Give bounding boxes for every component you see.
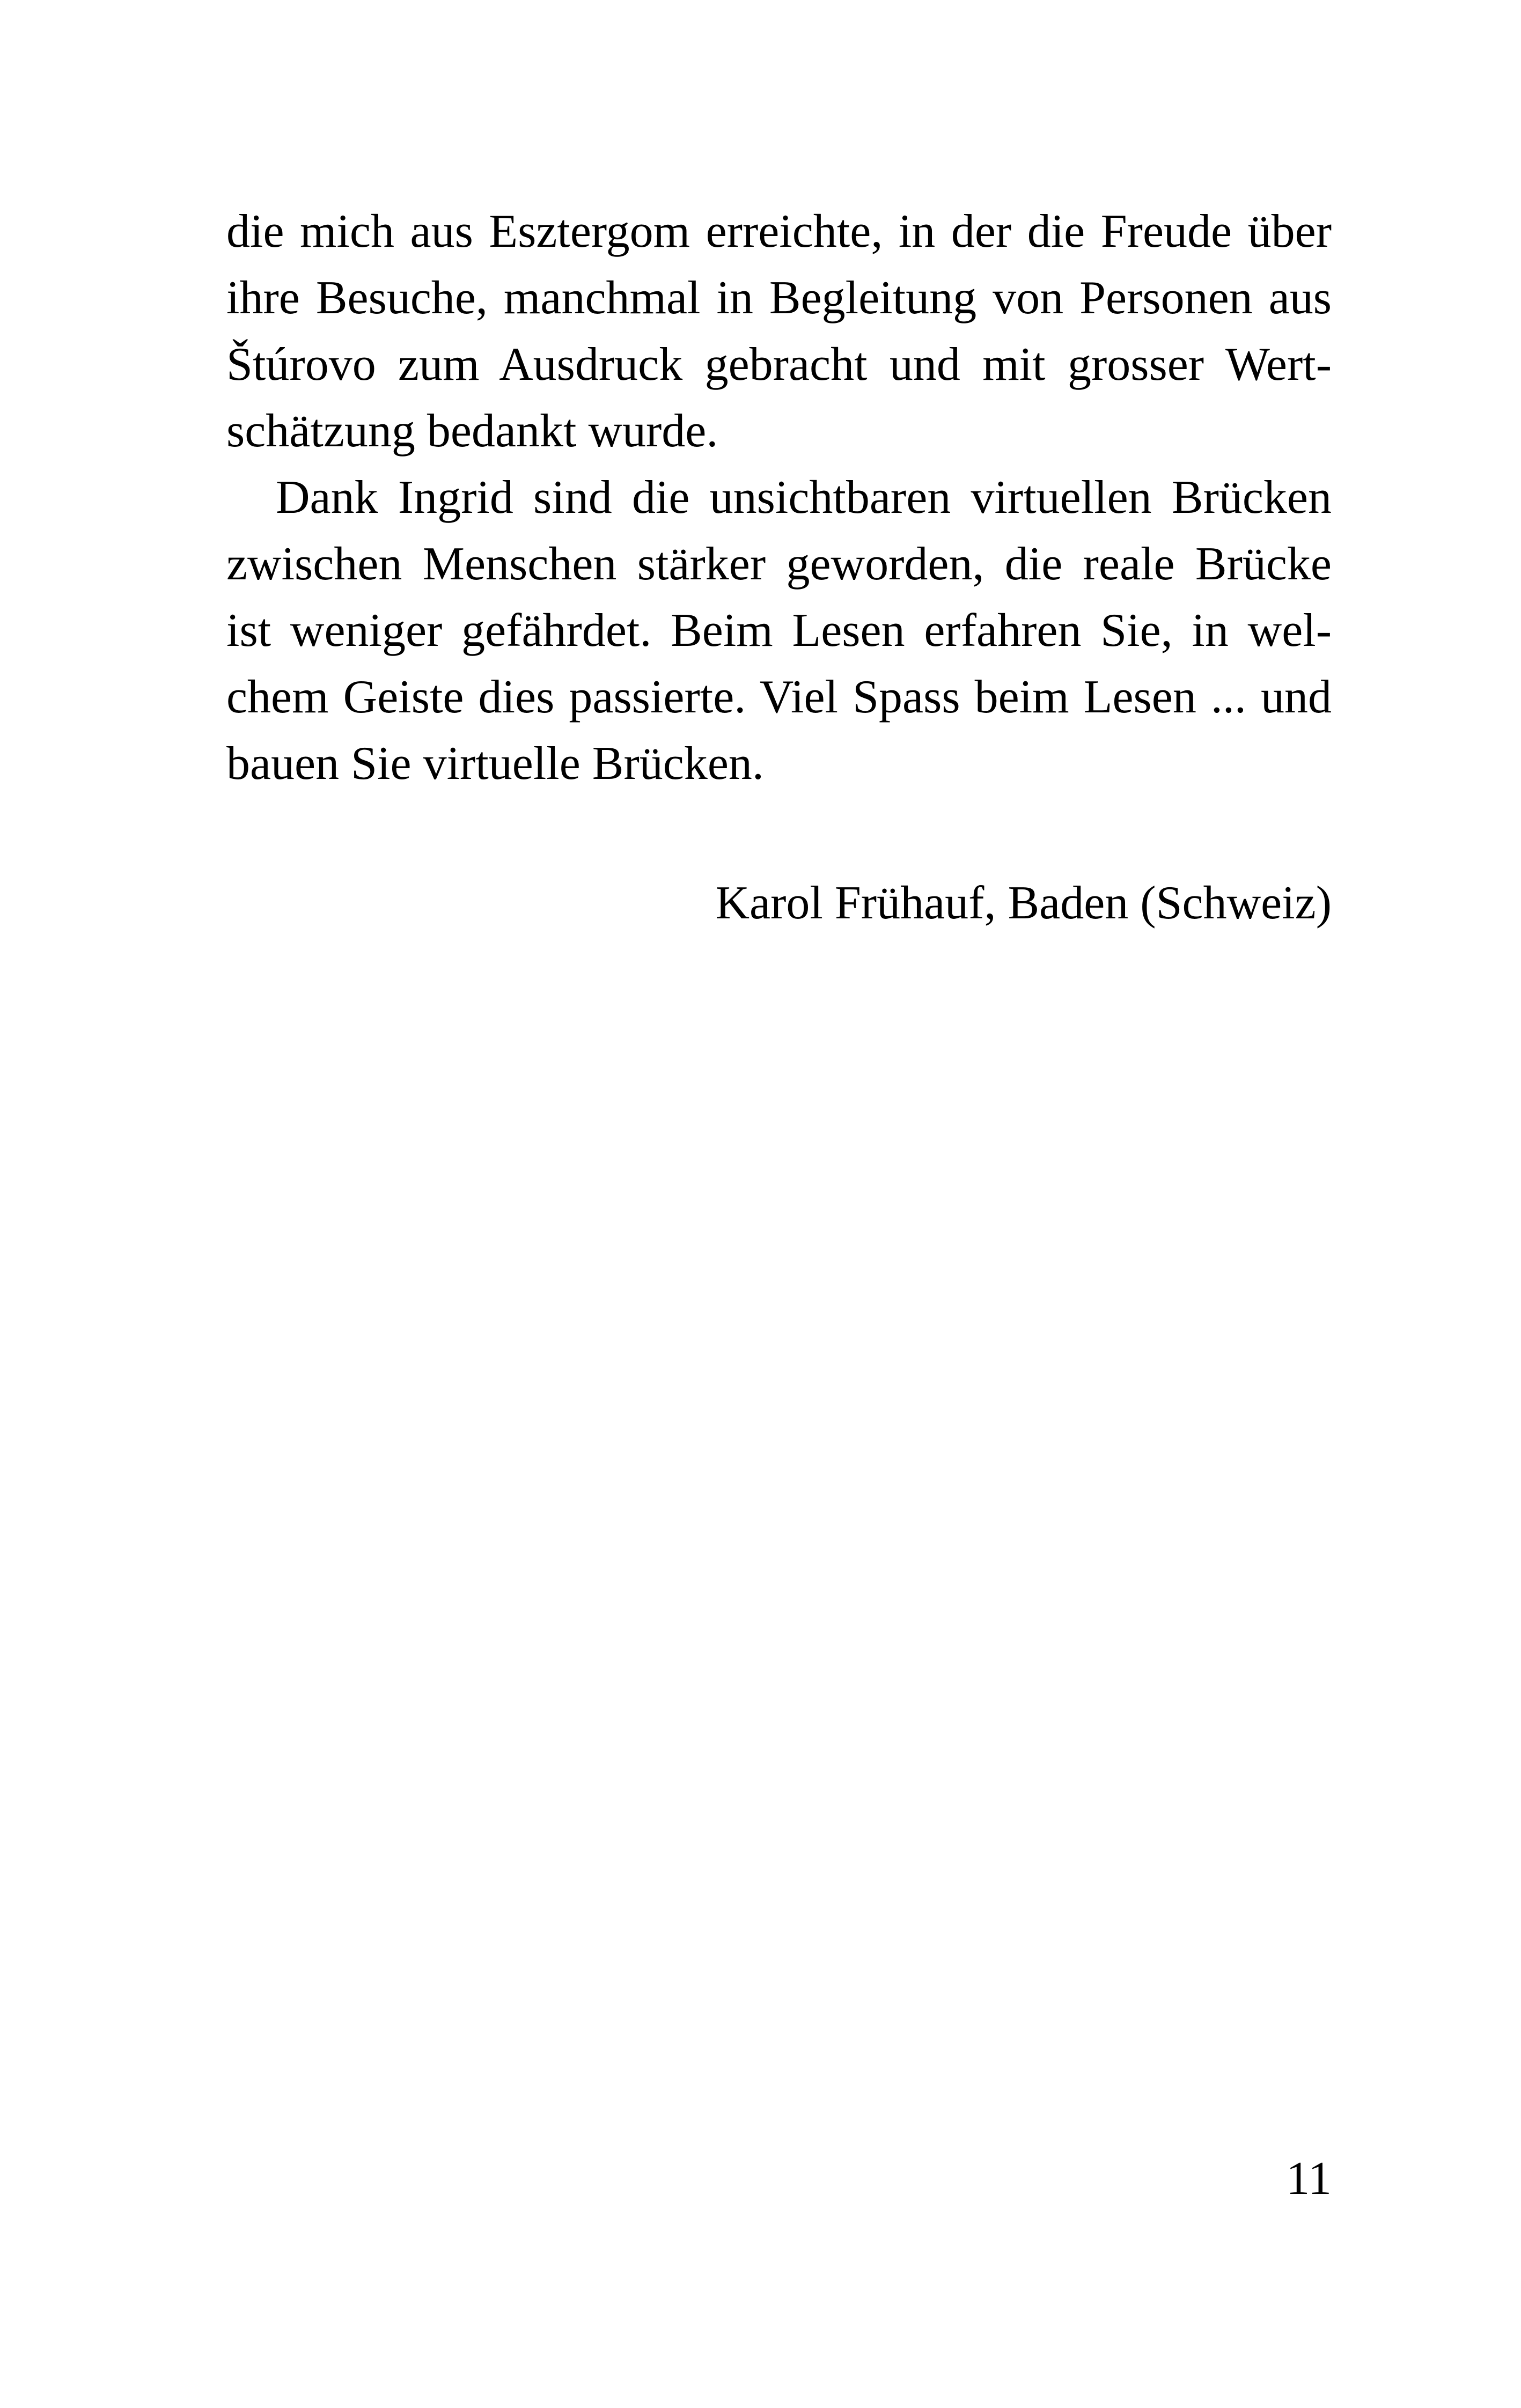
text-line: Štúrovo zum Ausdruck gebracht und mit grosser Wert- — [226, 338, 1332, 391]
text-line: die mich aus Esztergom erreichte, in der die Freude über — [226, 205, 1332, 257]
text-line: zwischen Menschen stärker geworden, die reale Brücke — [226, 538, 1332, 590]
page-number: 11 — [1286, 2153, 1332, 2205]
text-line: ihre Besuche, manchmal in Begleitung von Personen aus — [226, 272, 1332, 324]
paragraph-1 — [226, 198, 1332, 465]
author-signature: Karol Frühauf, Baden (Schweiz) — [715, 877, 1332, 929]
body-text — [226, 198, 1332, 797]
text-line: schätzung bedankt wurde. — [226, 405, 718, 457]
text-line: ist weniger gefährdet. Beim Lesen erfahren Sie, in wel- — [226, 605, 1332, 657]
text-line: bauen Sie virtuelle Brücken. — [226, 738, 764, 790]
text-line: Dank Ingrid sind die unsichtbaren virtuellen Brücken — [276, 472, 1332, 524]
text-line: chem Geiste dies passierte. Viel Spass beim Lesen ... und — [226, 671, 1332, 723]
paragraph-2 — [226, 465, 1332, 797]
